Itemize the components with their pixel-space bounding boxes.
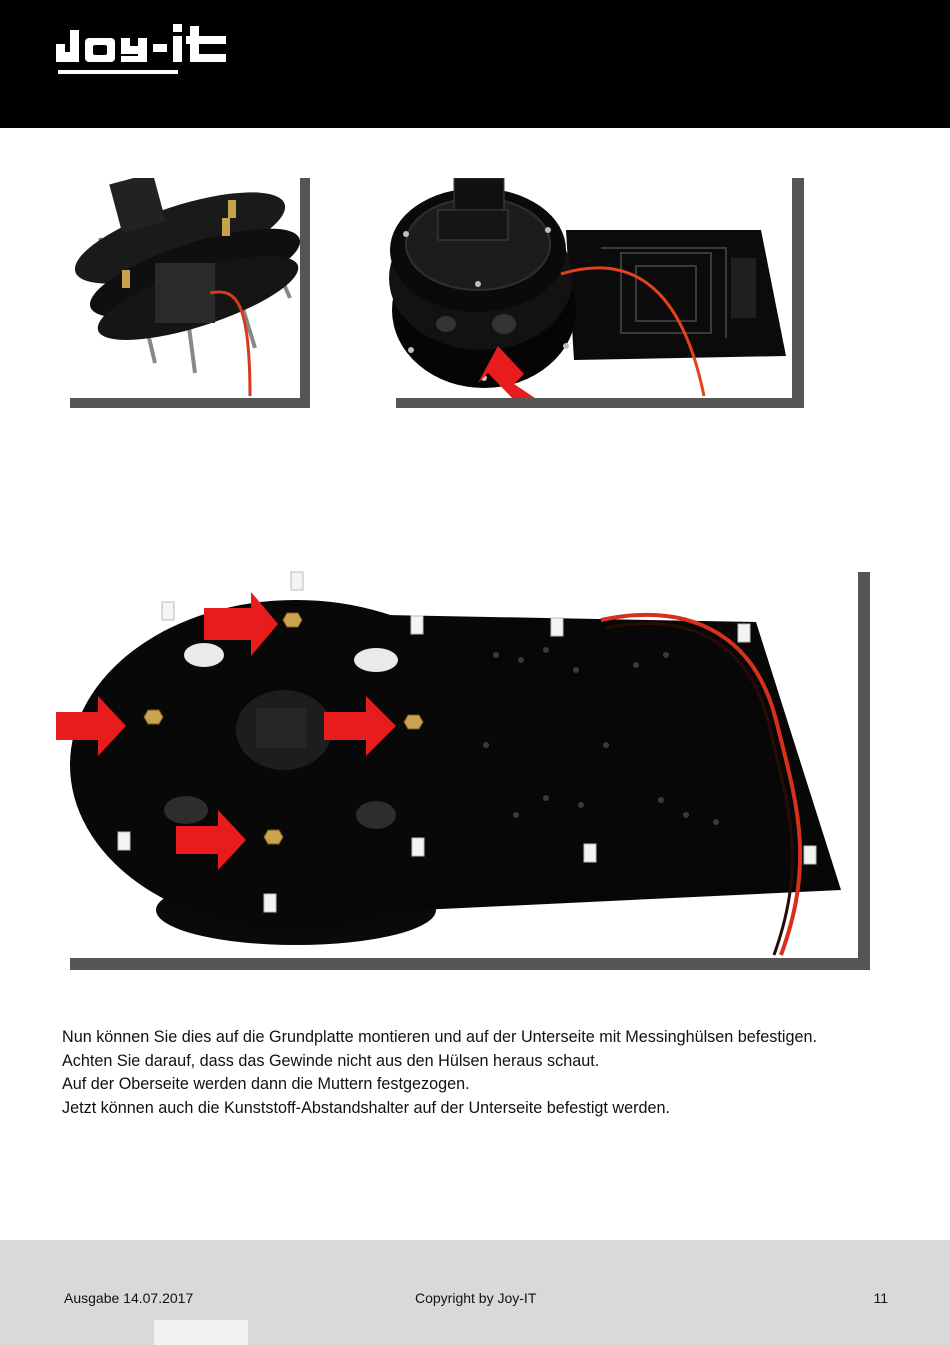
instruction-text	[62, 1026, 902, 1120]
instruction-line-2: Achten Sie darauf, dass das Gewinde nicht aus den Hülsen heraus schaut.	[62, 1051, 600, 1070]
footer-decoration	[154, 1320, 248, 1345]
instruction-line-4: Jetzt können auch die Kunststoff-Abstandshalter auf der Unterseite befestigt werden.	[62, 1098, 670, 1117]
copyright-text: Copyright by Joy-IT	[415, 1290, 537, 1306]
instruction-line-3: Auf der Oberseite werden dann die Muttern festgezogen.	[62, 1075, 470, 1093]
instruction-line-1: Nun können Sie dies auf die Grundplatte montieren und auf der Unterseite mit Messinghülsen befestigen.	[62, 1028, 817, 1046]
base-plate-mount-photo	[386, 178, 794, 400]
edition-date: Ausgabe 14.07.2017	[64, 1290, 194, 1306]
page-footer	[0, 1240, 950, 1345]
figure-2	[386, 178, 806, 410]
page-number: 11	[873, 1290, 888, 1306]
page-header	[0, 0, 950, 128]
base-plate-underside-photo	[56, 560, 860, 960]
figure-3	[56, 560, 872, 972]
pan-tilt-assembly-photo	[60, 178, 300, 400]
joy-it-logo	[56, 22, 232, 86]
figure-1	[60, 178, 312, 410]
